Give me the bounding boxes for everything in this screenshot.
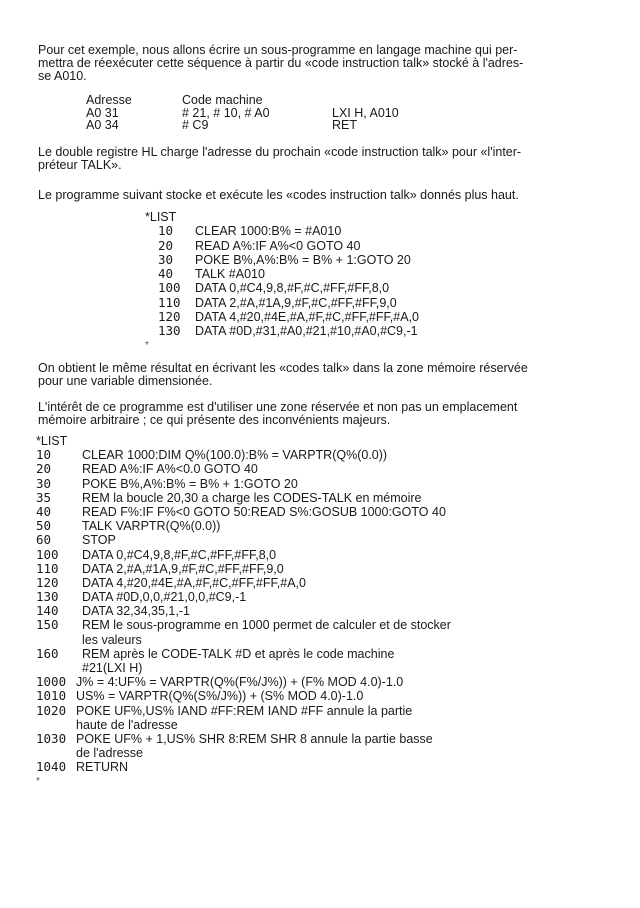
line-number: 1000 (36, 674, 67, 690)
text-line: L'intérêt de ce programme est d'utiliser une zone réservée et non pas un emplacement (38, 400, 518, 414)
line-code (82, 477, 298, 491)
line-code-text: US% = VARPTR(Q%(S%/J%)) + (S% MOD 4.0)-1.0 (76, 689, 364, 704)
line-code: DATA #0D,#31,#A0,#21,#10,#A0,#C9,-1 (195, 324, 418, 339)
line-number: 110 (36, 560, 59, 576)
mnemonic-cell: LXI H, A010 (332, 105, 399, 120)
text-line: mémoire arbitraire ; ce qui présente des inconvénients majeurs. (38, 413, 391, 427)
text-line: mettra de réexécuter cette séquence à partir du «code instruction talk» stocké à l'adres- (38, 56, 524, 70)
line-code (76, 704, 412, 732)
line-continuation: #21(LXI H) (82, 661, 143, 676)
line-code-text: POKE UF%,US% IAND #FF:REM IAND #FF annule la partie (76, 703, 413, 718)
intro-paragraph (38, 44, 604, 83)
listing-line (36, 645, 395, 676)
hl-register-paragraph (38, 146, 604, 172)
line-continuation: haute de l'adresse (76, 717, 178, 732)
line-code-text: STOP (82, 533, 116, 548)
listing-line (36, 759, 129, 775)
line-number: 60 (36, 532, 52, 548)
line-number: 40 (36, 503, 52, 519)
line-code-text: DATA 2,#A,#1A,9,#F,#C,#FF,#FF,9,0 (82, 561, 284, 576)
line-number: 1010 (36, 688, 67, 704)
line-number: 130 (36, 589, 59, 605)
line-code-text: CLEAR 1000:DIM Q%(100.0):B% = VARPTR(Q%(0.0)) (82, 448, 388, 463)
line-code: DATA 2,#A,#1A,9,#F,#C,#FF,#FF,9,0 (195, 295, 397, 310)
line-number: 160 (36, 645, 59, 661)
text-line: pour une variable dimensionée. (38, 374, 213, 388)
text-line: Pour cet exemple, nous allons écrire un sous-programme en langage machine qui per- (38, 43, 518, 57)
line-number: 20 (158, 237, 174, 253)
listing-line (36, 674, 404, 690)
listing-header: *LIST (36, 434, 68, 448)
line-code-text: READ A%:IF A%<0.0 GOTO 40 (82, 462, 258, 477)
text-line: On obtient le même résultat en écrivant les «codes talk» dans la zone mémoire réservée (38, 361, 528, 375)
line-code (76, 760, 128, 774)
line-code (82, 462, 258, 476)
listing-line (36, 546, 277, 562)
listing-line (36, 688, 364, 704)
line-number: 1030 (36, 731, 67, 746)
machine-code-cell: # 21, # 10, # A0 (182, 105, 270, 120)
line-code (82, 562, 284, 576)
listing-line (36, 461, 258, 477)
line-code (76, 689, 363, 703)
listing-line (36, 589, 247, 605)
listing-line (145, 223, 342, 239)
listing-line (36, 603, 190, 619)
listing-line (36, 617, 451, 647)
line-code: READ A%:IF A%<0 GOTO 40 (195, 238, 361, 253)
same-result-paragraph (38, 362, 604, 388)
line-number: 130 (158, 323, 181, 339)
line-number: 10 (158, 223, 174, 239)
line-code-text: REM le sous-programme en 1000 permet de calculer et de stocker (82, 618, 451, 633)
column-header-address: Adresse (86, 93, 132, 107)
listing-line (145, 309, 419, 325)
line-code (82, 491, 422, 505)
line-number: 150 (36, 617, 59, 633)
address-cell: A0 31 (86, 105, 119, 120)
listing-line (36, 731, 433, 761)
line-code-text: REM la boucle 20,30 a charge les CODES-TALK en mémoire (82, 490, 422, 505)
line-code (82, 618, 451, 646)
line-number: 120 (36, 574, 59, 590)
line-code-text: DATA 4,#20,#4E,#A,#F,#C,#FF,#FF,#A,0 (82, 575, 306, 590)
line-number: 1020 (36, 702, 67, 718)
listing-line (145, 266, 265, 282)
line-code-text: READ F%:IF F%<0 GOTO 50:READ S%:GOSUB 1000:GOTO 40 (82, 504, 446, 519)
line-code-text: POKE UF% + 1,US% SHR 8:REM SHR 8 annule la partie basse (76, 732, 433, 746)
listing-header: *LIST (145, 210, 177, 224)
line-code (76, 675, 403, 689)
address-cell: A0 34 (86, 118, 119, 132)
line-code (82, 519, 220, 533)
listing-line (145, 323, 418, 339)
line-number: 100 (158, 280, 181, 296)
line-code: TALK #A010 (195, 267, 265, 282)
listing-line (36, 702, 413, 732)
line-continuation: de l'adresse (76, 746, 144, 761)
line-code-text: TALK VARPTR(Q%(0.0)) (82, 519, 221, 534)
line-code-text: POKE B%,A%:B% = B% + 1:GOTO 20 (82, 476, 298, 491)
line-code (76, 732, 433, 760)
line-code: DATA 0,#C4,9,8,#F,#C,#FF,#FF,8,0 (195, 281, 390, 296)
line-number: 30 (36, 475, 52, 491)
line-code (82, 448, 387, 462)
line-number: 50 (36, 518, 52, 534)
text-line: Le double registre HL charge l'adresse du prochain «code instruction talk» pour «l'inter- (38, 145, 522, 159)
listing-line (36, 518, 221, 534)
line-code (82, 505, 446, 519)
line-code (82, 548, 276, 562)
listing-line (145, 251, 411, 267)
line-code-text: J% = 4:UF% = VARPTR(Q%(F%/J%)) + (F% MOD 4.0)-1.0 (76, 675, 404, 690)
listing-line (36, 574, 306, 590)
line-number: 1040 (36, 759, 67, 775)
line-number: 20 (36, 461, 52, 477)
line-number: 120 (158, 309, 181, 325)
interest-paragraph (38, 401, 604, 427)
line-code-text: DATA 32,34,35,1,-1 (82, 604, 190, 619)
program-paragraph (38, 189, 604, 202)
line-number: 30 (158, 251, 174, 267)
line-code: DATA 4,#20,#4E,#A,#F,#C,#FF,#FF,#A,0 (195, 310, 419, 325)
text-line: préteur TALK». (38, 158, 122, 172)
text-line: se A010. (38, 69, 87, 83)
line-code-text: REM après le CODE-TALK #D et après le code machine (82, 646, 395, 661)
line-code-text: RETURN (76, 760, 129, 775)
listing-line (145, 294, 397, 310)
line-code (82, 647, 394, 675)
line-code (82, 590, 246, 604)
line-number: 140 (36, 603, 59, 619)
listing-end-mark: * (145, 339, 149, 351)
text-line: Le programme suivant stocke et exécute les «codes instruction talk» donnés plus haut. (38, 188, 519, 202)
listing-line (36, 489, 422, 505)
column-header-code: Code machine (182, 93, 263, 107)
listing-line (36, 503, 446, 519)
line-continuation: les valeurs (82, 632, 142, 647)
line-code (82, 533, 116, 547)
basic-listing-1 (145, 210, 419, 353)
machine-code-cell: # C9 (182, 118, 209, 132)
line-code: POKE B%,A%:B% = B% + 1:GOTO 20 (195, 252, 411, 267)
mnemonic-cell: RET (332, 118, 357, 132)
listing-line (36, 475, 298, 491)
line-code (82, 576, 306, 590)
line-number: 10 (36, 447, 52, 463)
line-number: 100 (36, 546, 59, 562)
listing-line (36, 447, 388, 463)
line-number: 110 (158, 294, 181, 310)
line-number: 35 (36, 489, 52, 505)
listing-end-mark: * (36, 775, 40, 787)
line-number: 40 (158, 266, 174, 282)
line-code (82, 604, 190, 618)
line-code-text: DATA 0,#C4,9,8,#F,#C,#FF,#FF,8,0 (82, 547, 277, 562)
basic-listing-2 (36, 434, 451, 789)
listing-line (36, 560, 284, 576)
listing-line (36, 532, 116, 548)
line-code-text: DATA #0D,0,0,#21,0,0,#C9,-1 (82, 590, 247, 605)
line-code: CLEAR 1000:B% = #A010 (195, 224, 342, 239)
listing-line (145, 237, 361, 253)
listing-line (145, 280, 390, 296)
